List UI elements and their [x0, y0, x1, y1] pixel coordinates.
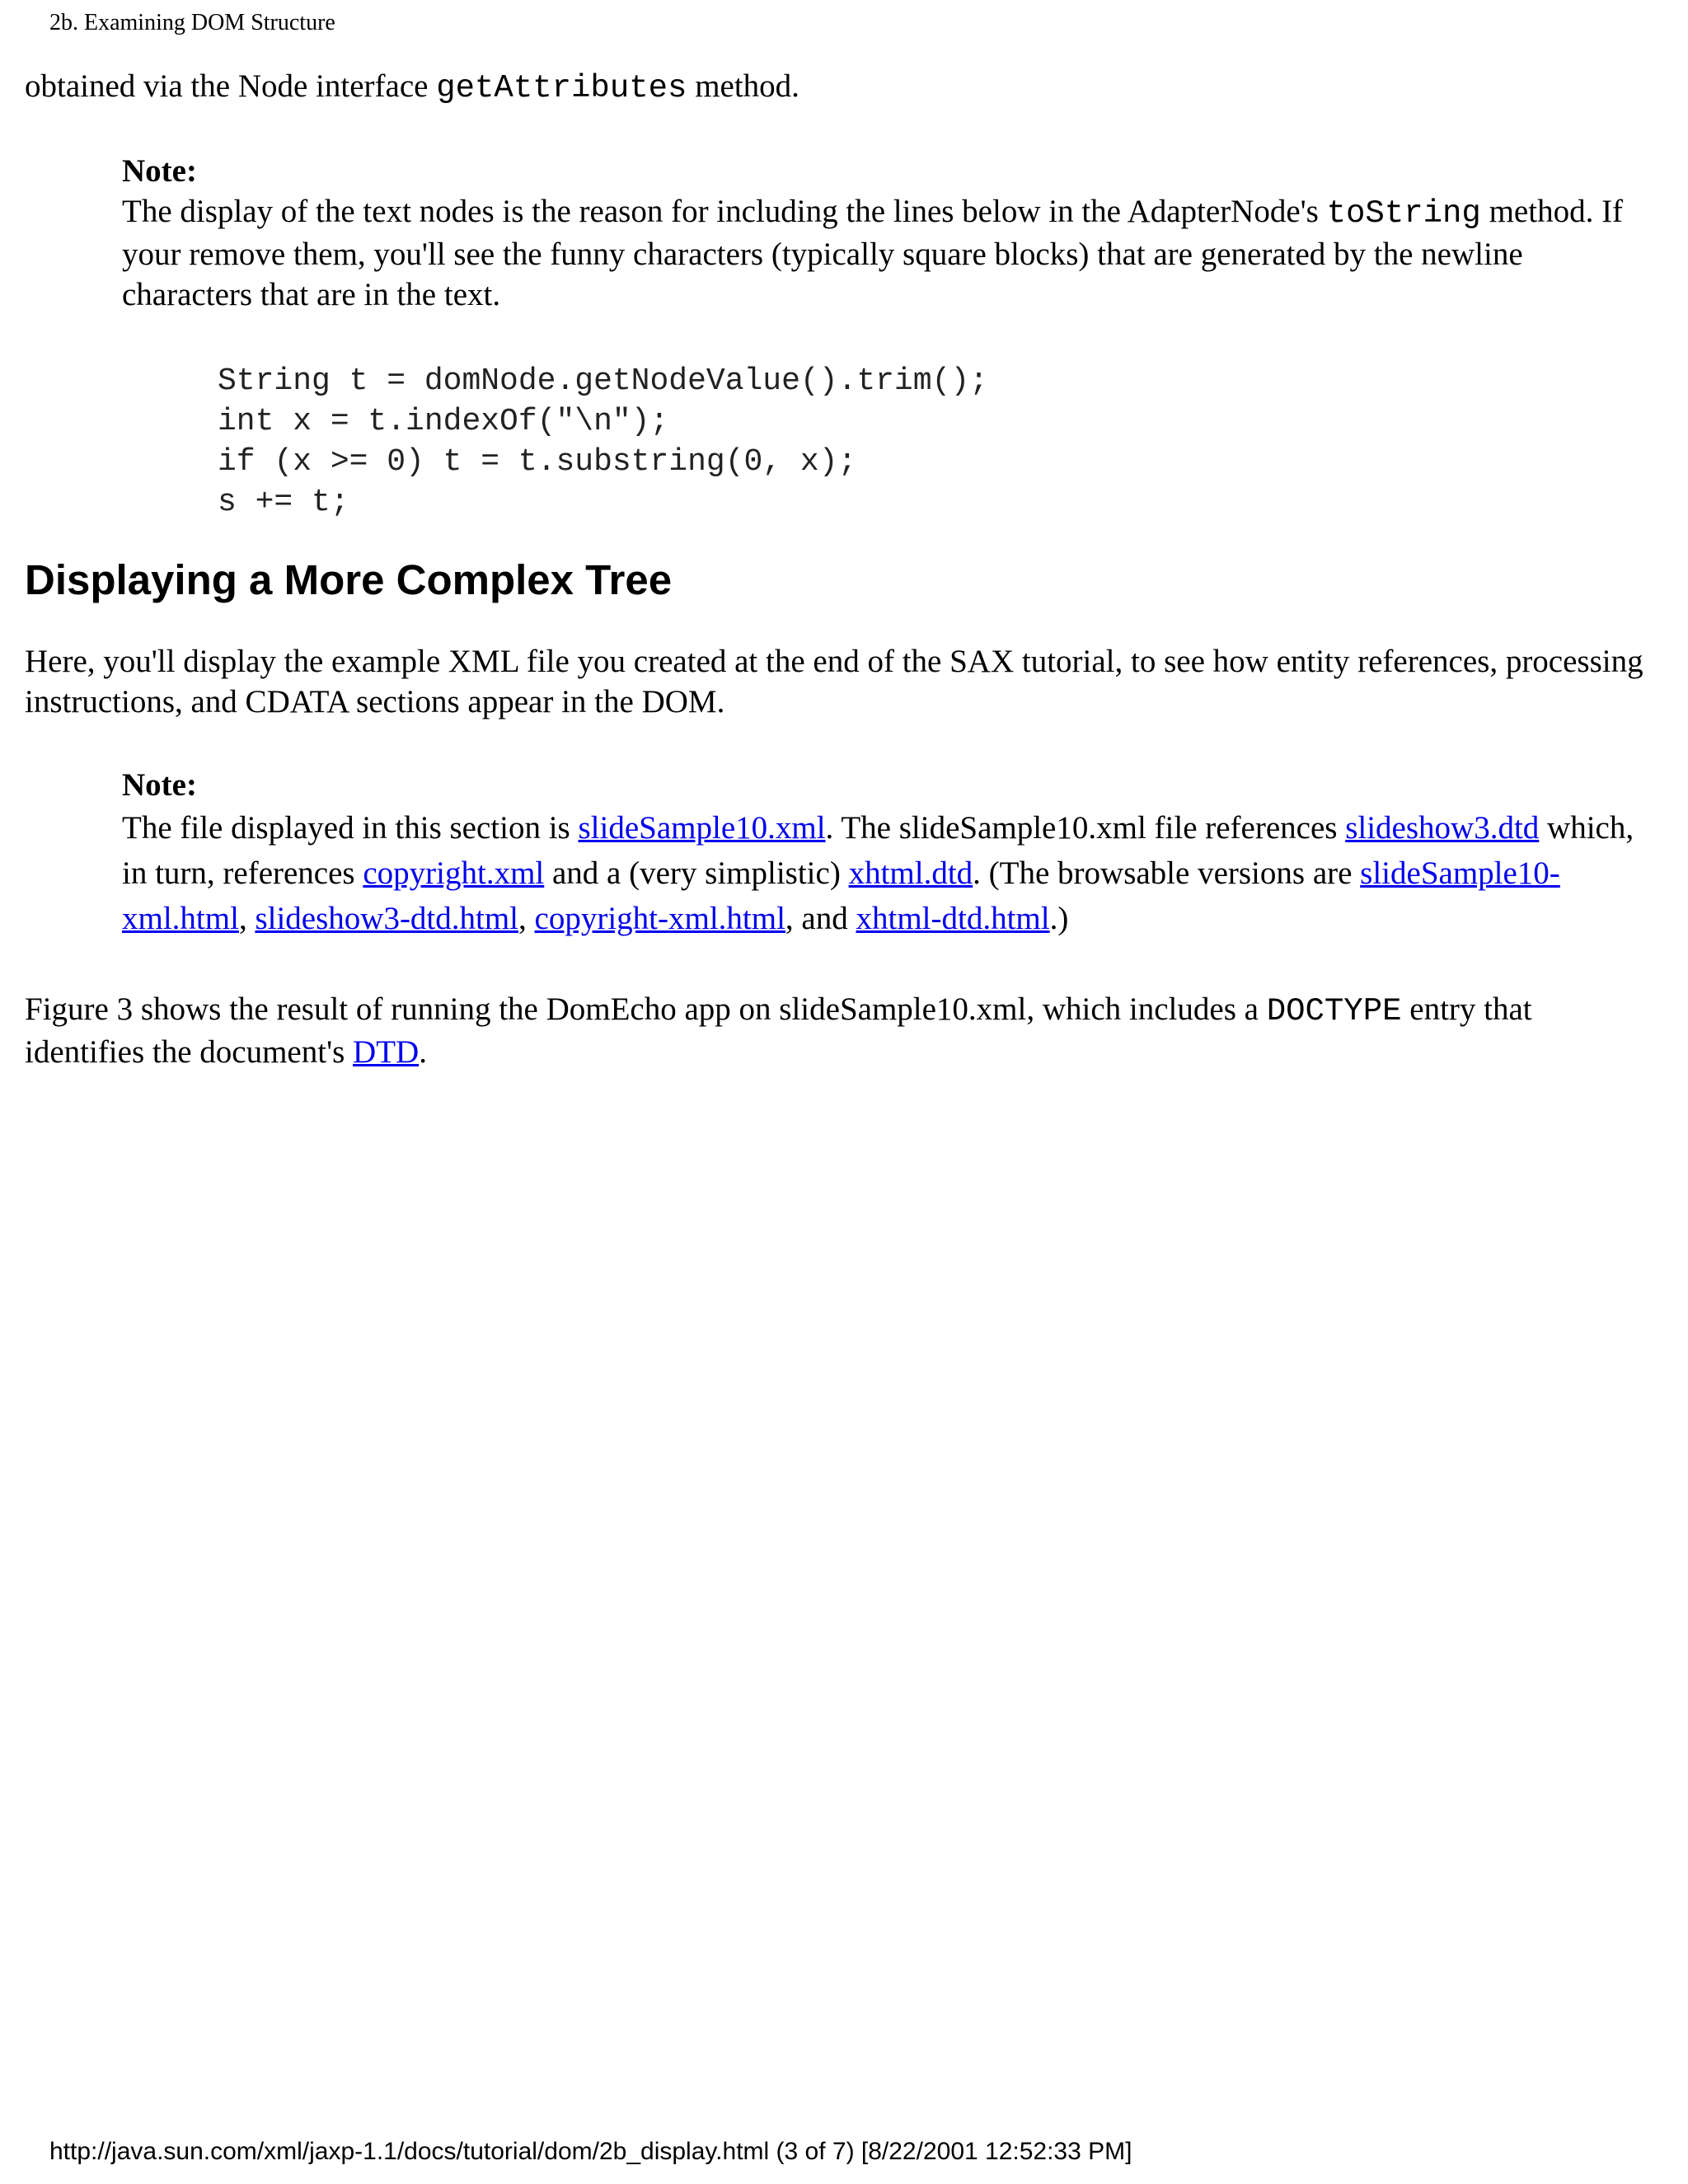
note-text-segment: .): [1049, 901, 1069, 936]
link-dtd[interactable]: DTD: [353, 1034, 420, 1070]
page-header-title: 2b. Examining DOM Structure: [49, 10, 335, 35]
note-block-2: [122, 765, 1657, 941]
note-label: Note:: [122, 767, 197, 803]
note-text-segment: , and: [785, 901, 856, 936]
note-block-1: [122, 151, 1657, 315]
document-content: [25, 66, 1657, 1072]
note-text: [122, 191, 1657, 315]
figure-paragraph: [25, 989, 1657, 1072]
figure-text-segment: .: [419, 1034, 427, 1070]
note-text-segment: and a (very simplistic): [544, 855, 849, 891]
figure-text-segment: Figure 3 shows the result of running the DomEcho app on slideSample10.xml, which includes a: [25, 991, 1267, 1027]
link-slideshow3-dtd[interactable]: slideshow3.dtd: [1345, 810, 1540, 846]
note-label: Note:: [122, 153, 197, 189]
note-text: [122, 805, 1657, 941]
figure-text-segment: entry that identifies the document's: [25, 991, 1532, 1070]
note-text-segment: The file displayed in this section is: [122, 810, 579, 846]
link-xhtml-dtd[interactable]: xhtml.dtd: [848, 855, 973, 891]
code-line: if (x >= 0) t = t.substring(0, x);: [218, 444, 857, 480]
intro-text-before: obtained via the Node interface: [25, 68, 437, 104]
link-slideshow3-dtd-html[interactable]: slideshow3-dtd.html: [255, 901, 519, 936]
link-slidesample10-xml-html[interactable]: slideSample10-xml.html: [122, 855, 1560, 936]
intro-code-getattributes: getAttributes: [436, 70, 687, 106]
link-copyright-xml-html[interactable]: copyright-xml.html: [534, 901, 785, 936]
section-paragraph: Here, you'll display the example XML file you created at the end of the SAX tutorial, to see how entity references, processing instructions, and CDATA sections appear in the DOM.: [25, 644, 1643, 719]
page-footer-url: http://java.sun.com/xml/jaxp-1.1/docs/tutorial/dom/2b_display.html (3 of 7) [8/22/2001 12:52:33 PM]: [49, 2138, 1132, 2165]
intro-text-after: method.: [687, 68, 799, 104]
code-line: int x = t.indexOf("\n");: [218, 404, 669, 439]
note-text-segment: . The slideSample10.xml file references: [825, 810, 1346, 846]
note-text-segment: . (The browsable versions are: [973, 855, 1361, 891]
code-block: [218, 361, 1657, 523]
link-copyright-xml[interactable]: copyright.xml: [363, 855, 545, 891]
note-text-segment: ,: [518, 901, 535, 936]
code-line: String t = domNode.getNodeValue().trim();: [218, 363, 988, 399]
note-text-before: The display of the text nodes is the reason for including the lines below in the AdapterNode's: [122, 194, 1327, 229]
note-text-segment: which, in turn, references: [122, 810, 1634, 891]
section-heading: Displaying a More Complex Tree: [25, 556, 673, 603]
intro-paragraph: [25, 66, 1657, 109]
code-line: s += t;: [218, 485, 349, 520]
note-code-tostring: toString: [1326, 195, 1481, 232]
link-slidesample10-xml[interactable]: slideSample10.xml: [578, 810, 826, 846]
code-doctype: DOCTYPE: [1266, 993, 1402, 1029]
link-xhtml-dtd-html[interactable]: xhtml-dtd.html: [856, 901, 1050, 936]
note-text-after: method. If your remove them, you'll see the funny characters (typically square blocks) that are generated by the newline characters that are in the text.: [122, 194, 1624, 312]
note-text-segment: ,: [238, 901, 256, 936]
